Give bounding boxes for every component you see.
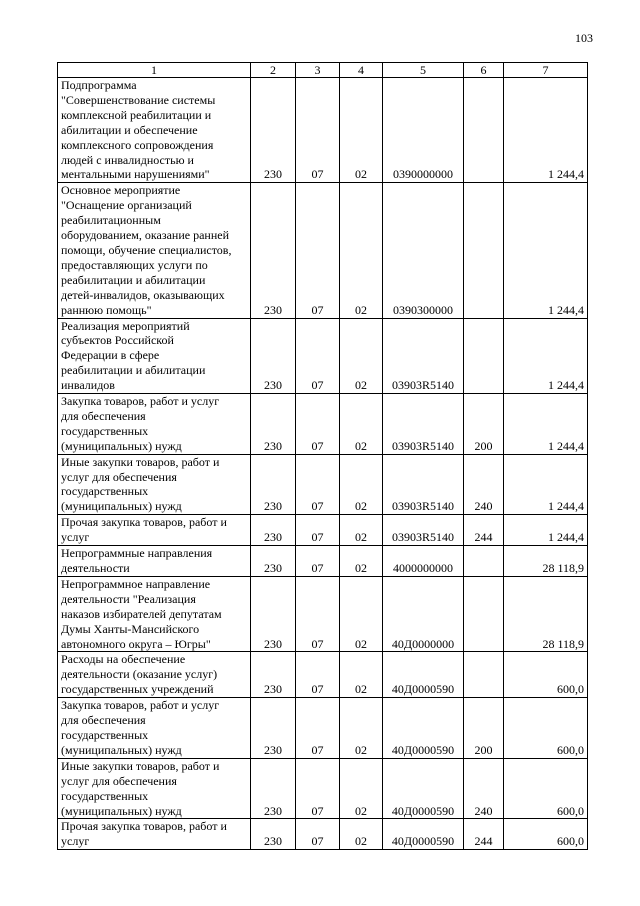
ministry-code: 230 bbox=[251, 318, 296, 394]
target-article-code: 03903R5140 bbox=[383, 394, 464, 455]
expense-name: Расходы на обеспечение деятельности (оказание услуг) государственных учреждений bbox=[58, 652, 251, 698]
subsection-code: 02 bbox=[340, 576, 383, 652]
ministry-code: 230 bbox=[251, 515, 296, 546]
section-code: 07 bbox=[296, 394, 340, 455]
expense-type-code bbox=[464, 78, 504, 183]
column-header: 4 bbox=[340, 63, 383, 78]
column-header: 1 bbox=[58, 63, 251, 78]
amount: 1 244,4 bbox=[504, 78, 588, 183]
subsection-code: 02 bbox=[340, 515, 383, 546]
expense-name: Непрограммное направление деятельности "Реализация наказов избирателей депутатам Думы Ханты-Мансийского автономного округа – Югры" bbox=[58, 576, 251, 652]
column-header: 5 bbox=[383, 63, 464, 78]
table-row bbox=[58, 546, 588, 577]
budget-table bbox=[57, 62, 588, 850]
expense-type-code bbox=[464, 546, 504, 577]
target-article-code: 40Д0000590 bbox=[383, 652, 464, 698]
target-article-code: 4000000000 bbox=[383, 546, 464, 577]
target-article-code: 40Д0000000 bbox=[383, 576, 464, 652]
header-row bbox=[58, 63, 588, 78]
ministry-code: 230 bbox=[251, 819, 296, 850]
expense-name: Иные закупки товаров, работ и услуг для обеспечения государственных (муниципальных) нужд bbox=[58, 758, 251, 819]
subsection-code: 02 bbox=[340, 454, 383, 515]
target-article-code: 03903R5140 bbox=[383, 515, 464, 546]
target-article-code: 40Д0000590 bbox=[383, 819, 464, 850]
section-code: 07 bbox=[296, 78, 340, 183]
ministry-code: 230 bbox=[251, 576, 296, 652]
target-article-code: 03903R5140 bbox=[383, 318, 464, 394]
table-row bbox=[58, 394, 588, 455]
expense-type-code: 240 bbox=[464, 454, 504, 515]
section-code: 07 bbox=[296, 698, 340, 759]
section-code: 07 bbox=[296, 652, 340, 698]
expense-type-code: 200 bbox=[464, 698, 504, 759]
subsection-code: 02 bbox=[340, 652, 383, 698]
expense-name: Основное мероприятие "Оснащение организаций реабилитационным оборудованием, оказание ранней помощи, обучение специалистов, предоставляющих услуги по реабилитации и абилитации детей-инвалидов, оказывающих раннюю помощь" bbox=[58, 183, 251, 318]
subsection-code: 02 bbox=[340, 78, 383, 183]
expense-type-code: 244 bbox=[464, 819, 504, 850]
subsection-code: 02 bbox=[340, 698, 383, 759]
amount: 1 244,4 bbox=[504, 515, 588, 546]
amount: 1 244,4 bbox=[504, 454, 588, 515]
target-article-code: 0390300000 bbox=[383, 183, 464, 318]
expense-type-code: 200 bbox=[464, 394, 504, 455]
table-row bbox=[58, 758, 588, 819]
amount: 600,0 bbox=[504, 652, 588, 698]
subsection-code: 02 bbox=[340, 318, 383, 394]
table-row bbox=[58, 318, 588, 394]
section-code: 07 bbox=[296, 515, 340, 546]
expense-type-code bbox=[464, 183, 504, 318]
section-code: 07 bbox=[296, 758, 340, 819]
section-code: 07 bbox=[296, 819, 340, 850]
subsection-code: 02 bbox=[340, 819, 383, 850]
ministry-code: 230 bbox=[251, 394, 296, 455]
target-article-code: 0390000000 bbox=[383, 78, 464, 183]
amount: 600,0 bbox=[504, 758, 588, 819]
section-code: 07 bbox=[296, 546, 340, 577]
expense-type-code: 240 bbox=[464, 758, 504, 819]
section-code: 07 bbox=[296, 454, 340, 515]
amount: 28 118,9 bbox=[504, 576, 588, 652]
target-article-code: 40Д0000590 bbox=[383, 698, 464, 759]
expense-name: Прочая закупка товаров, работ и услуг bbox=[58, 515, 251, 546]
column-header: 2 bbox=[251, 63, 296, 78]
amount: 1 244,4 bbox=[504, 394, 588, 455]
table-row bbox=[58, 515, 588, 546]
expense-name: Подпрограмма "Совершенствование системы комплексной реабилитации и абилитации и обеспечение комплексного сопровождения людей с инвалидностью и ментальными нарушениями" bbox=[58, 78, 251, 183]
subsection-code: 02 bbox=[340, 758, 383, 819]
table-row bbox=[58, 652, 588, 698]
expense-name: Реализация мероприятий субъектов Российской Федерации в сфере реабилитации и абилитации инвалидов bbox=[58, 318, 251, 394]
column-header: 6 bbox=[464, 63, 504, 78]
column-header: 3 bbox=[296, 63, 340, 78]
ministry-code: 230 bbox=[251, 454, 296, 515]
section-code: 07 bbox=[296, 183, 340, 318]
table-row bbox=[58, 819, 588, 850]
expense-name: Прочая закупка товаров, работ и услуг bbox=[58, 819, 251, 850]
ministry-code: 230 bbox=[251, 652, 296, 698]
amount: 1 244,4 bbox=[504, 318, 588, 394]
amount: 600,0 bbox=[504, 819, 588, 850]
ministry-code: 230 bbox=[251, 546, 296, 577]
table-row bbox=[58, 454, 588, 515]
page-number: 103 bbox=[575, 31, 593, 45]
subsection-code: 02 bbox=[340, 183, 383, 318]
amount: 600,0 bbox=[504, 698, 588, 759]
table-row bbox=[58, 78, 588, 183]
ministry-code: 230 bbox=[251, 758, 296, 819]
expense-name: Непрограммные направления деятельности bbox=[58, 546, 251, 577]
ministry-code: 230 bbox=[251, 698, 296, 759]
subsection-code: 02 bbox=[340, 394, 383, 455]
subsection-code: 02 bbox=[340, 546, 383, 577]
amount: 1 244,4 bbox=[504, 183, 588, 318]
table-row bbox=[58, 576, 588, 652]
expense-type-code bbox=[464, 576, 504, 652]
expense-name: Закупка товаров, работ и услуг для обеспечения государственных (муниципальных) нужд bbox=[58, 698, 251, 759]
expense-type-code bbox=[464, 318, 504, 394]
ministry-code: 230 bbox=[251, 78, 296, 183]
expense-type-code: 244 bbox=[464, 515, 504, 546]
section-code: 07 bbox=[296, 318, 340, 394]
target-article-code: 03903R5140 bbox=[383, 454, 464, 515]
target-article-code: 40Д0000590 bbox=[383, 758, 464, 819]
section-code: 07 bbox=[296, 576, 340, 652]
amount: 28 118,9 bbox=[504, 546, 588, 577]
table-row bbox=[58, 183, 588, 318]
table-row bbox=[58, 698, 588, 759]
expense-name: Закупка товаров, работ и услуг для обеспечения государственных (муниципальных) нужд bbox=[58, 394, 251, 455]
ministry-code: 230 bbox=[251, 183, 296, 318]
expense-type-code bbox=[464, 652, 504, 698]
expense-name: Иные закупки товаров, работ и услуг для обеспечения государственных (муниципальных) нужд bbox=[58, 454, 251, 515]
column-header: 7 bbox=[504, 63, 588, 78]
